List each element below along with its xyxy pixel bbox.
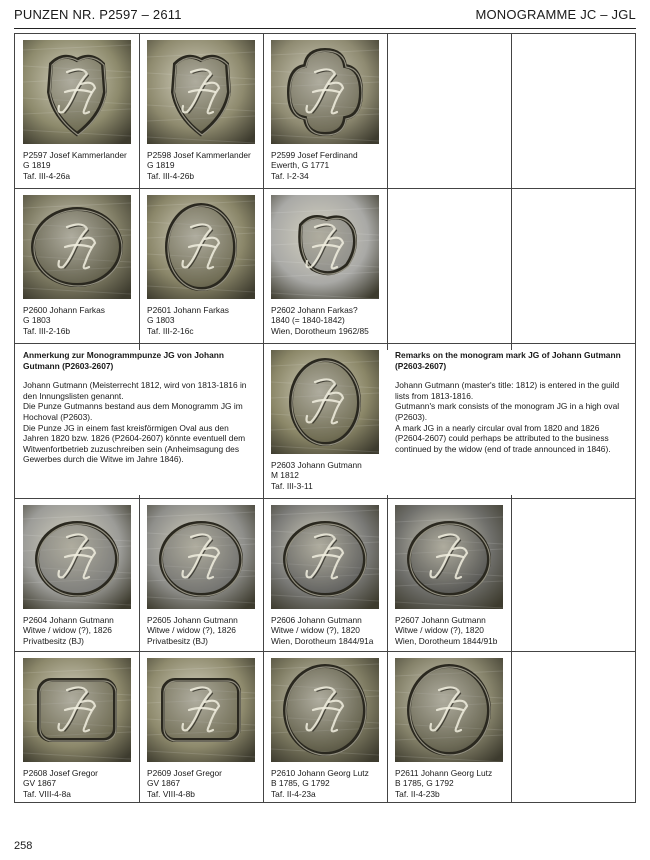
caption-line: G 1819 <box>23 160 51 171</box>
caption-line: P2602 Johann Farkas? <box>271 305 358 315</box>
caption-line: P2601 Johann Farkas <box>147 305 229 315</box>
mark-cell-p2602 <box>263 189 387 341</box>
note-english <box>387 350 635 495</box>
mark-cell-p2601 <box>139 189 263 341</box>
caption-line: P2607 Johann Gutmann <box>395 615 486 625</box>
caption-line: Taf. II-4-23b <box>395 788 440 799</box>
caption-line: Taf. III-4-26a <box>23 170 71 181</box>
mark-cell-p2611 <box>387 652 511 804</box>
mark-cell-p2607 <box>387 499 511 651</box>
hallmark-photo <box>23 658 131 762</box>
caption-line: Wien, Dorotheum 1962/85 <box>271 325 369 336</box>
header-left-title: PUNZEN NR. P2597 – 2611 <box>14 7 182 22</box>
mark-caption <box>271 768 387 799</box>
caption-line: P2603 Johann Gutmann <box>271 460 362 470</box>
note-german-paragraph: Johann Gutmann (Meisterrecht 1812, wird von 1813-1816 in den Innungslisten genannt. <box>23 380 247 401</box>
caption-line: Wien, Dorotheum 1844/91b <box>395 635 498 646</box>
hallmark-photo <box>147 505 255 609</box>
mark-caption <box>395 768 511 799</box>
hallmark-photo <box>271 195 379 299</box>
mark-catalogue-grid <box>14 33 636 803</box>
mark-cell-p2605 <box>139 499 263 651</box>
note-english-title: Remarks on the monogram mark JG of Johann Gutmann (P2603-2607) <box>395 350 621 371</box>
mark-caption <box>147 305 263 336</box>
hallmark-photo <box>23 40 131 144</box>
caption-line: Taf. VIII-4-8a <box>23 788 71 799</box>
mark-caption <box>395 615 511 646</box>
caption-line: P2597 Josef Kammerlander <box>23 150 127 160</box>
mark-caption <box>23 768 139 799</box>
hallmark-photo <box>23 195 131 299</box>
mark-caption <box>23 150 139 181</box>
mark-caption <box>147 768 263 799</box>
hallmark-photo <box>147 195 255 299</box>
mark-caption <box>23 615 139 646</box>
page-number: 258 <box>14 840 33 852</box>
note-german-title: Anmerkung zur Monogrammpunze JG von Johann Gutmann (P2603-2607) <box>23 350 225 371</box>
caption-line: Witwe / widow (?), 1820 <box>395 625 484 636</box>
mark-caption <box>147 150 263 181</box>
hallmark-photo <box>147 658 255 762</box>
caption-line: Privatbesitz (BJ) <box>23 635 84 646</box>
caption-line: P2598 Josef Kammerlander <box>147 150 251 160</box>
caption-line: P2608 Josef Gregor <box>23 768 98 778</box>
caption-line: 1840 (= 1840-1842) <box>271 315 345 326</box>
note-english-paragraph: A mark JG in a nearly circular oval from 1820 and 1826 (P2604-2607) could perhaps be attributed to the business continued by the widow (end of trade announced in 1846). <box>395 422 611 454</box>
hallmark-photo <box>23 505 131 609</box>
caption-line: P2605 Johann Gutmann <box>147 615 238 625</box>
caption-line: Witwe / widow (?), 1820 <box>271 625 360 636</box>
caption-line: G 1819 <box>147 160 175 171</box>
caption-line: GV 1867 <box>23 778 57 789</box>
header-right-title: MONOGRAMME JC – JGL <box>475 7 636 22</box>
hallmark-photo <box>271 350 379 454</box>
hallmark-photo <box>271 505 379 609</box>
note-german-paragraph: Die Punze Gutmanns bestand aus dem Monogramm JG im Hochoval (P2603). <box>23 401 243 422</box>
caption-line: G 1803 <box>147 315 175 326</box>
caption-line: Wien, Dorotheum 1844/91a <box>271 635 374 646</box>
caption-line: P2611 Johann Georg Lutz <box>395 768 493 778</box>
mark-cell-p2603 <box>263 344 387 496</box>
caption-line: B 1785, G 1792 <box>271 778 330 789</box>
caption-line: Witwe / widow (?), 1826 <box>23 625 112 636</box>
header-rule <box>14 28 636 29</box>
hallmark-photo <box>395 505 503 609</box>
hallmark-photo <box>271 658 379 762</box>
mark-caption <box>271 150 387 181</box>
mark-cell-p2609 <box>139 652 263 804</box>
note-german <box>15 350 263 495</box>
hallmark-photo <box>395 658 503 762</box>
caption-line: G 1803 <box>23 315 51 326</box>
mark-cell-p2599 <box>263 34 387 186</box>
caption-line: GV 1867 <box>147 778 181 789</box>
caption-line: Witwe / widow (?), 1826 <box>147 625 236 636</box>
mark-caption <box>271 615 387 646</box>
caption-line: P2600 Johann Farkas <box>23 305 105 315</box>
mark-caption <box>147 615 263 646</box>
hallmark-photo <box>271 40 379 144</box>
mark-caption <box>271 460 387 491</box>
caption-line: P2604 Johann Gutmann <box>23 615 114 625</box>
mark-caption <box>23 305 139 336</box>
mark-cell-p2608 <box>15 652 139 804</box>
mark-cell-p2606 <box>263 499 387 651</box>
caption-line: Ewerth, G 1771 <box>271 160 330 171</box>
caption-line: P2599 Josef Ferdinand <box>271 150 358 160</box>
mark-cell-p2597 <box>15 34 139 186</box>
caption-line: M 1812 <box>271 470 299 481</box>
caption-line: Taf. III-2-16b <box>23 325 71 336</box>
caption-line: Privatbesitz (BJ) <box>147 635 208 646</box>
hallmark-photo <box>147 40 255 144</box>
mark-cell-p2610 <box>263 652 387 804</box>
caption-line: Taf. VIII-4-8b <box>147 788 195 799</box>
mark-cell-p2604 <box>15 499 139 651</box>
caption-line: Taf. III-4-26b <box>147 170 195 181</box>
caption-line: Taf. II-4-23a <box>271 788 316 799</box>
mark-cell-p2600 <box>15 189 139 341</box>
note-english-paragraph: Johann Gutmann (master's title: 1812) is entered in the guild lists from 1813-1816. <box>395 380 620 401</box>
caption-line: Taf. III-3-11 <box>271 480 313 491</box>
mark-caption <box>271 305 387 336</box>
note-english-paragraph: Gutmann's mark consists of the monogram JG in a high oval (P2603). <box>395 401 620 422</box>
caption-line: Taf. I-2-34 <box>271 170 309 181</box>
caption-line: P2610 Johann Georg Lutz <box>271 768 369 778</box>
caption-line: P2606 Johann Gutmann <box>271 615 362 625</box>
note-german-paragraph: Die Punze JG in einem fast kreisförmigen Oval aus den Jahren 1820 bzw. 1826 (P2604-2607) könnte eventuell dem Witwenfortbetrieb zuzuschreiben sein (Anheimsagung des Gewerbes durch die Witwe im Jahre 1846). <box>23 422 246 465</box>
caption-line: P2609 Josef Gregor <box>147 768 222 778</box>
caption-line: Taf. III-2-16c <box>147 325 194 336</box>
page-header <box>14 5 636 27</box>
mark-cell-p2598 <box>139 34 263 186</box>
caption-line: B 1785, G 1792 <box>395 778 454 789</box>
